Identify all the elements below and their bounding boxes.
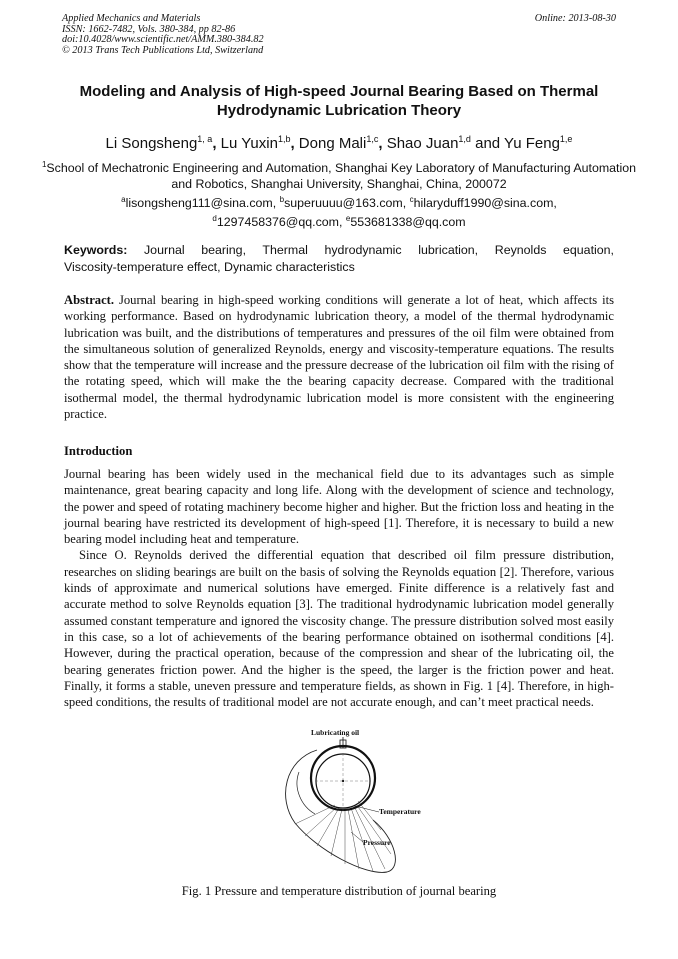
- online-date: Online: 2013-08-30: [534, 13, 616, 24]
- introduction-body: [64, 466, 614, 710]
- author-sup: 1,b: [277, 134, 291, 144]
- figure-caption: Fig. 1 Pressure and temperature distribution of journal bearing: [181, 884, 497, 898]
- journal-header: [62, 14, 616, 56]
- author-sup: 1,e: [559, 134, 573, 144]
- keywords: [64, 242, 614, 275]
- keywords-line-1: [64, 242, 614, 259]
- journal-name: Applied Mechanics and Materials: [62, 13, 201, 24]
- email-sup: a: [121, 195, 126, 204]
- abstract: [64, 292, 614, 422]
- author-sup: 1,c: [366, 134, 379, 144]
- affiliation-sup: 1: [41, 160, 47, 169]
- abstract-text: Journal bearing in high-speed working conditions will generate a lot of heat, which affects its working performance. Based on hydrodynamic lubrication theory, a model of the thermal hydrodynamic lubrication was built, and the distributions of temperatures and pressures of the oil film were obtained from the simultaneous solution of generalized Reynolds, energy and viscosity-temperature equations. The results show that the temperature will increase and the pressure decrease of the lubrication oil film with the rising of the rotating speed, which will make the the bearing capacity decrease. Compared with the traditional isothermal model, the thermal hydrodynamic lubrication model is more consistent with the engineering practice.: [64, 293, 614, 422]
- paper-title: Modeling and Analysis of High-speed Journal Bearing Based on Thermal Hydrodynamic Lubrication Theory: [79, 83, 599, 119]
- author-sep: ,: [290, 135, 299, 152]
- email-d: 1297458376@qq.com,: [216, 215, 346, 230]
- author-name: Li Songsheng: [105, 135, 198, 152]
- email-c: hilaryduff1990@sina.com,: [413, 196, 557, 211]
- author-sup: 1, a: [197, 134, 213, 144]
- author-name: Shao Juan: [386, 135, 459, 152]
- figure-label-oil: Lubricating oil: [311, 728, 360, 737]
- issn-line: ISSN: 1662-7482, Vols. 380-384, pp 82-86: [62, 23, 236, 35]
- keywords-text-2: Viscosity-temperature effect, Dynamic characteristics: [64, 259, 355, 274]
- figure-label-pressure: Pressure: [363, 838, 391, 847]
- email-e: 553681338@qq.com: [350, 215, 466, 230]
- author-sep: ,: [378, 135, 387, 152]
- copyright-line: © 2013 Trans Tech Publications Ltd, Switzerland: [62, 44, 264, 56]
- affiliation: [40, 157, 638, 192]
- author-sep: ,: [212, 135, 221, 152]
- email-sup: d: [212, 214, 217, 224]
- author-name: Lu Yuxin: [220, 135, 278, 152]
- introduction-heading: Introduction: [64, 444, 133, 458]
- keywords-text-1: Journal bearing, Thermal hydrodynamic lubrication, Reynolds equation,: [143, 243, 614, 257]
- introduction-paragraph-1: Journal bearing has been widely used in the mechanical field due to its advantages such as simple maintenance, great bearing capacity and long life. Along with the development of science and technology, the power and speed of rotating machinery become higher and higher. But the friction loss and heating in the journal bearing have restricted its development of high-speed [1]. Therefore, it is necessary to build a new bearing model including heat and temperature.: [64, 467, 614, 547]
- email-sup: c: [409, 195, 414, 204]
- author-list: [30, 130, 648, 153]
- introduction-paragraph-2: Since O. Reynolds derived the differential equation that described oil film pressure distribution, researches on sliding bearings are built on the basis of solving the Reynolds equation [2]. Therefore, various kinds of approximate and numerical solutions have emerged. Finite difference is a relatively fast and accurate method to solve Reynolds equation [3]. The traditional hydrodynamic lubrication model generally assumed constant temperature and ignored the viscosity change. The pressure distribution solved most easily in this case, so a lot of achievements of the bearing performance obtained on isothermal conditions [4]. However, during the practical operation, because of the compression and shear of the lubricating oil, the bearing generates friction power. And the higher is the speed, the larger is the friction power and heat. Finally, it forms a stable, uneven pressure and temperature fields, as shown in Fig. 1 [4]. Therefore, in high-speed conditions, the results of traditional model are not accurate enough, and can’t meet practical needs.: [64, 548, 614, 710]
- author-sup: 1,d: [458, 134, 471, 144]
- figure-label-temperature: Temperature: [379, 807, 421, 816]
- email-sup: b: [279, 195, 285, 204]
- bearing-figure: [255, 728, 435, 878]
- author-sep: and: [470, 135, 505, 152]
- abstract-label: Abstract.: [64, 293, 115, 307]
- email-a: lisongsheng111@sina.com,: [125, 196, 280, 211]
- doi-line: doi:10.4028/www.scientific.net/AMM.380-384.82: [62, 34, 264, 46]
- author-name: Dong Mali: [298, 135, 367, 152]
- affiliation-text: School of Mechatronic Engineering and Automation, Shanghai Key Laboratory of Manufacturing Automation and Robotics, Shanghai University, Shanghai, China, 200072: [46, 161, 637, 191]
- keywords-label: Keywords:: [64, 243, 128, 257]
- author-emails: [40, 192, 638, 230]
- email-sup: e: [345, 214, 351, 224]
- author-name: Yu Feng: [504, 135, 560, 152]
- email-b: superuuuu@163.com,: [284, 196, 410, 211]
- temperature-curve: [297, 772, 315, 814]
